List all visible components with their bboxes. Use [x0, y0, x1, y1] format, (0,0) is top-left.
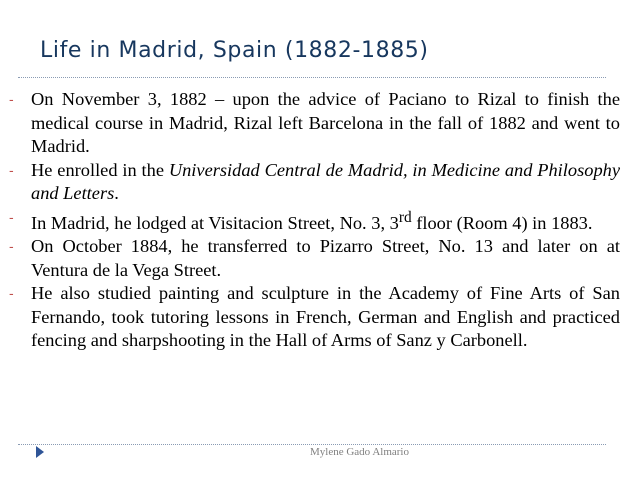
bullet-item — [0, 235, 620, 282]
bullet-text: On November 3, 1882 – upon the advice of Paciano to Rizal to finish the medical course in Madrid, Rizal left Barcelona in the fall of 1882 and went to Madrid. — [31, 89, 620, 156]
bullet-superscript: rd — [398, 208, 412, 226]
bullet-text-after: floor (Room 4) in 1883. — [411, 212, 593, 233]
bullet-marker: - — [9, 285, 14, 302]
bullet-marker: - — [9, 91, 14, 107]
footer-divider — [18, 444, 606, 445]
bullet-item — [0, 159, 620, 206]
bullet-text: On October 1884, he transferred to Pizarro Street, No. 13 and later on at Ventura de la Vega Street. — [31, 236, 620, 280]
bullet-text: He enrolled in the — [31, 159, 169, 180]
bullet-marker: - — [9, 161, 14, 178]
bullet-item — [0, 206, 620, 236]
bullet-marker: - — [9, 208, 14, 225]
footer-author: Mylene Gado Almario — [310, 446, 409, 458]
bullet-text: In Madrid, he lodged at Visitacion Street, No. 3, 3 — [31, 212, 399, 233]
slide-title: Life in Madrid, Spain (1882-1885) — [40, 38, 429, 63]
title-divider — [18, 77, 606, 78]
bullet-item — [0, 282, 620, 353]
bullet-italic-text: Universidad Central de Madrid, in Medicine and Philosophy and Letters — [31, 159, 620, 203]
bullet-item — [0, 88, 620, 159]
bullet-marker: - — [9, 238, 14, 255]
bullet-text-after: . — [114, 183, 119, 203]
bullet-text: He also studied painting and sculpture in the Academy of Fine Arts of San Fernando, took tutoring lessons in French, German and English and practiced fencing and sharpshooting in the Hall of Arms of Sanz y Carbonell. — [31, 283, 620, 351]
bullet-list — [0, 88, 620, 353]
triangle-right-icon — [36, 446, 44, 458]
